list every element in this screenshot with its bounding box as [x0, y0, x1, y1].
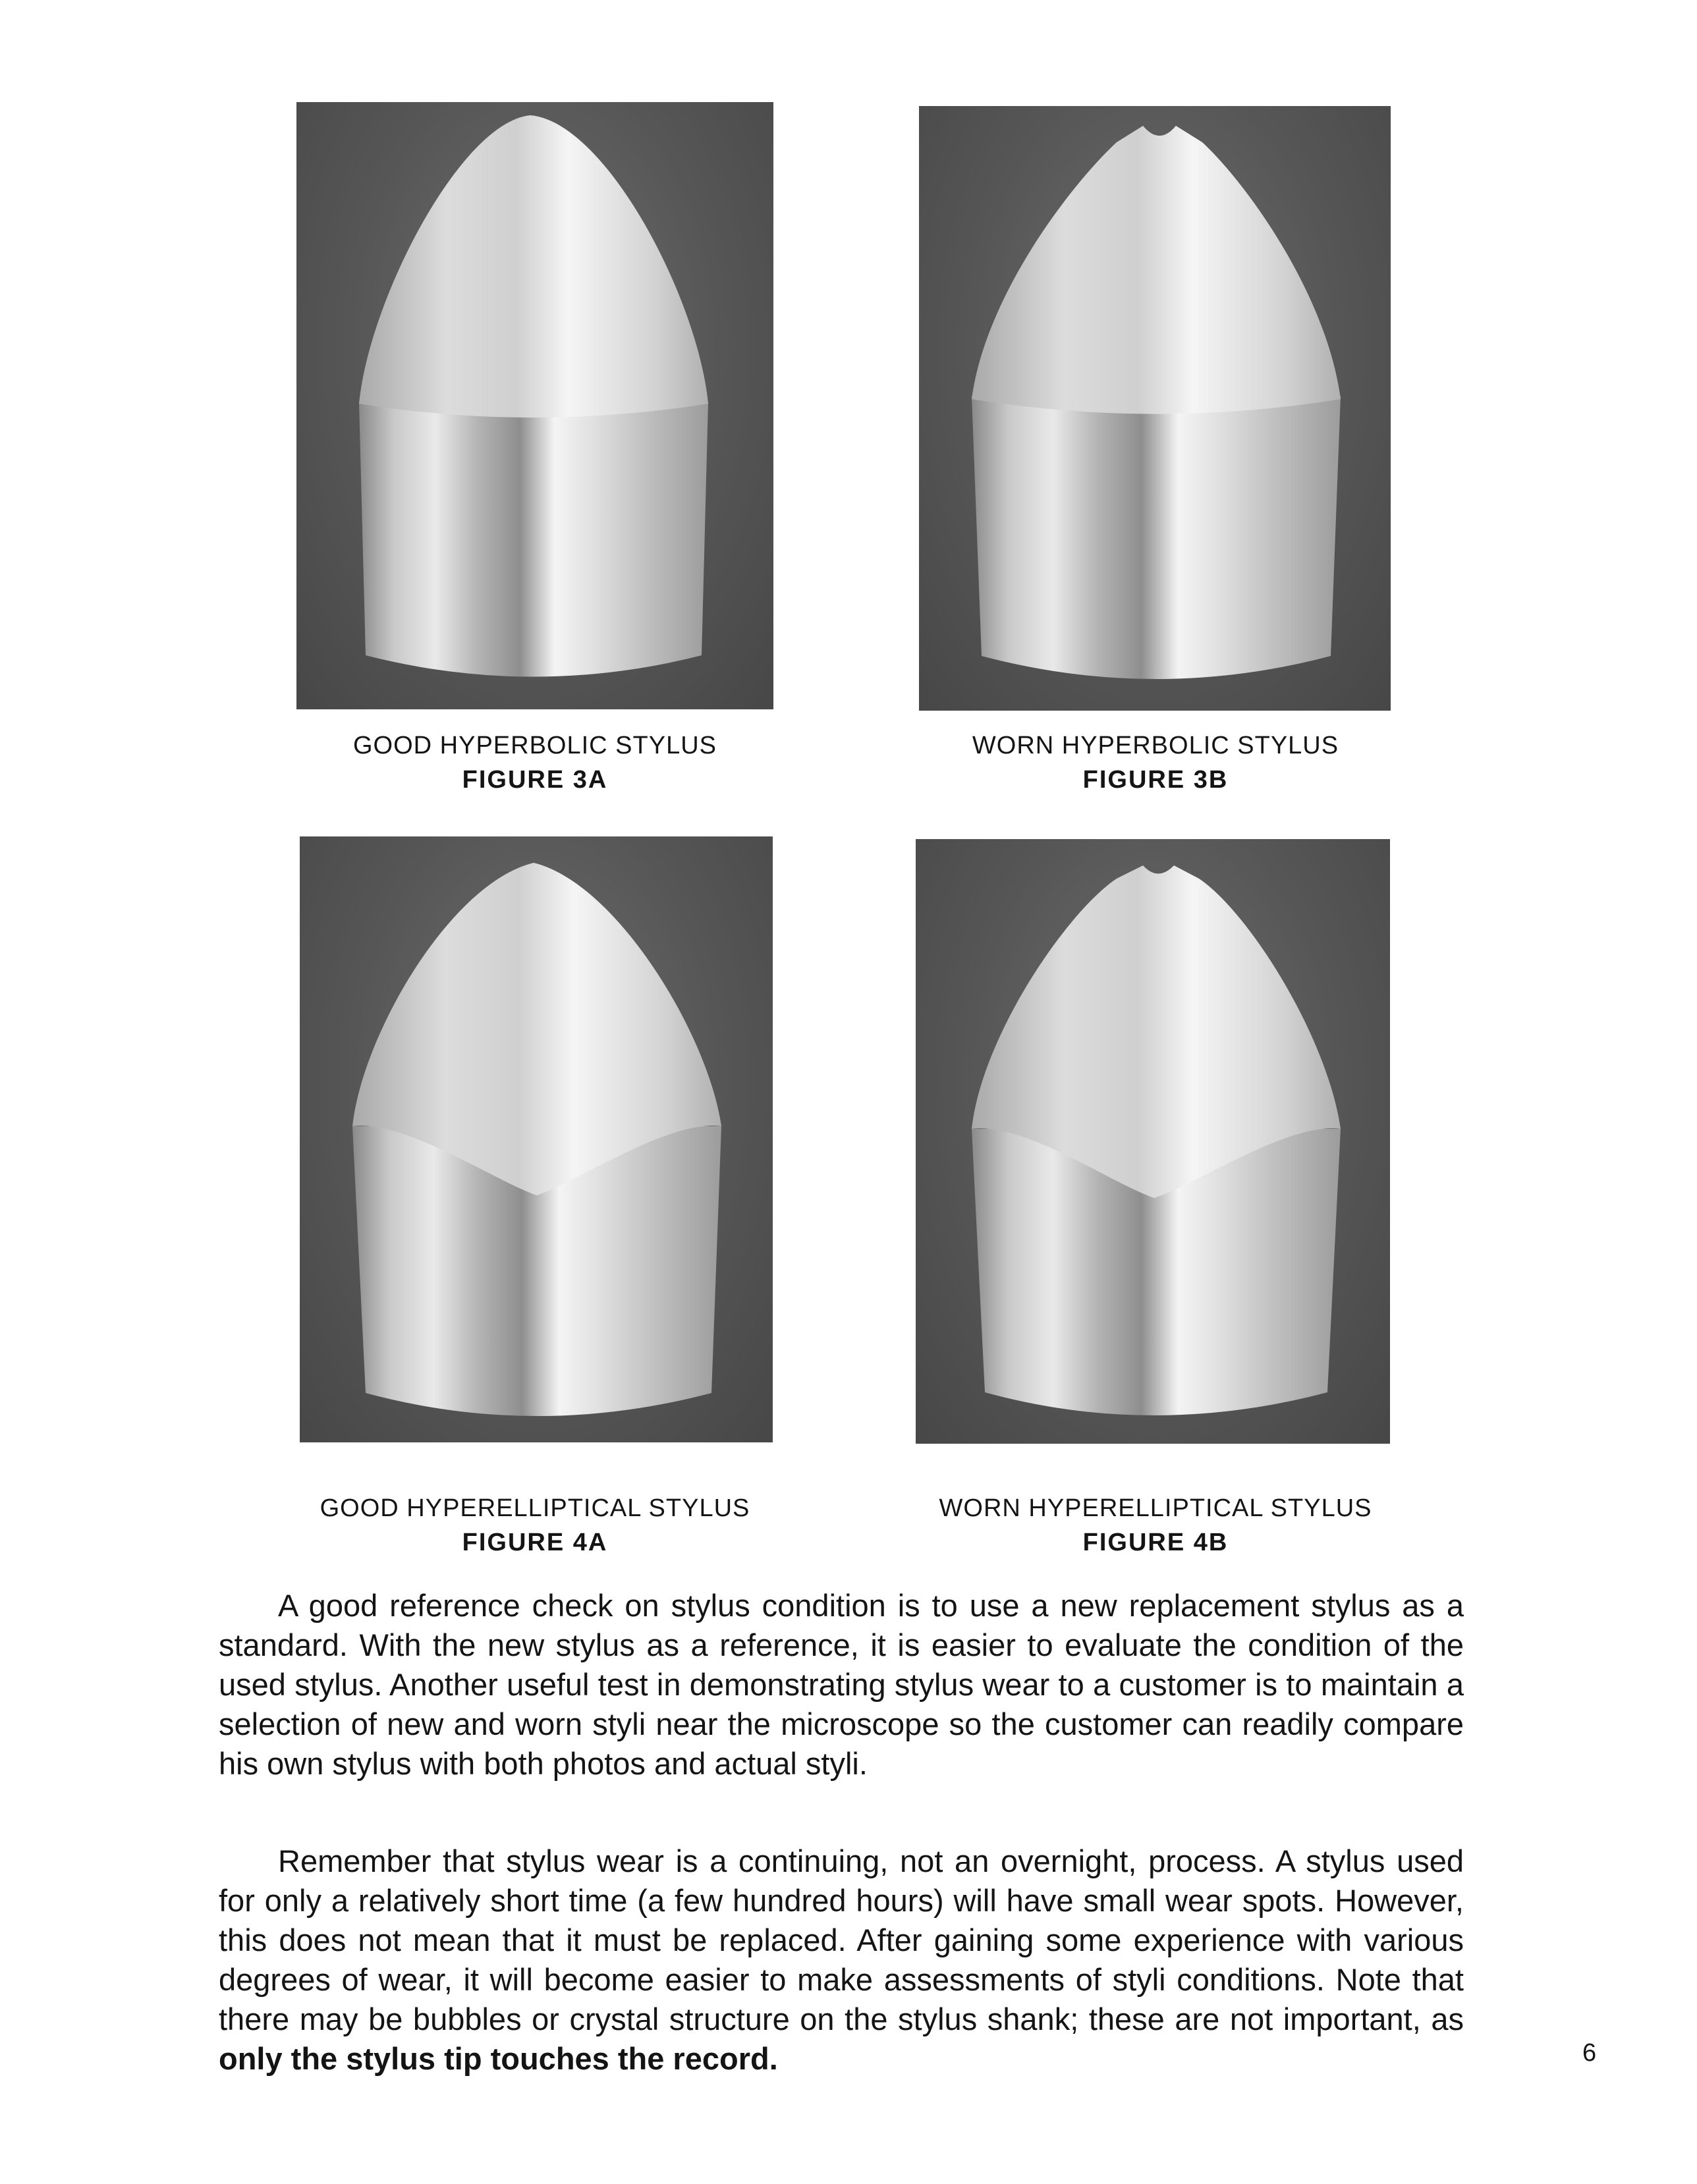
figure-4b-label: FIGURE 4B: [1082, 1529, 1229, 1556]
figure-3b-title: WORN HYPERBOLIC STYLUS: [972, 732, 1339, 759]
figure-4a-photo: [300, 836, 773, 1442]
page-number: 6: [1582, 2039, 1597, 2067]
figure-3b-label: FIGURE 3B: [1082, 766, 1229, 794]
figure-4a-title: GOOD HYPERELLIPTICAL STYLUS: [320, 1494, 750, 1522]
figure-3a-title: GOOD HYPERBOLIC STYLUS: [352, 732, 717, 759]
stylus-tip: [972, 126, 1341, 414]
stylus-tip: [359, 115, 708, 418]
figure-4b-title: WORN HYPERELLIPTICAL STYLUS: [939, 1494, 1372, 1522]
body-paragraph-1: A good reference check on stylus condition is to use a new replacement stylus as a standard. With the new stylus as a reference, it is easier to evaluate the condition of the used stylus. Another useful test in demonstrating stylus wear to a customer is to maintain a selection of new and worn styli near the microscope so the customer can readily compare his own stylus with both photos and actual styli.: [219, 1588, 1464, 1781]
stylus-shank: [359, 402, 708, 677]
figure-3b-photo: [919, 106, 1391, 711]
figure-3b-caption: [905, 728, 1406, 797]
figure-4b-caption: [905, 1491, 1406, 1560]
figure-3a-photo: [296, 102, 773, 709]
figure-4b-photo: [916, 839, 1390, 1444]
body-paragraph-2: [219, 1842, 1464, 2079]
figure-3a-caption: [285, 728, 785, 797]
body-paragraph-2-emphasis: only the stylus tip touches the record.: [219, 2041, 778, 2076]
body-paragraph-2-text: Remember that stylus wear is a continuing, not an overnight, process. A stylus used for only a relatively short time (a few hundred hours) will have small wear spots. However, this does not mean that it must be replaced. After gaining some experience with various degrees of wear, it will become easier to make assessments of styli conditions. Note that there may be bubbles or crystal structure on the stylus shank; these are not important, as: [219, 1843, 1464, 2036]
figure-4a-label: FIGURE 4A: [462, 1529, 608, 1556]
stylus-shank: [972, 396, 1341, 679]
figure-3a-label: FIGURE 3A: [462, 766, 608, 794]
figure-4a-caption: [285, 1491, 785, 1560]
